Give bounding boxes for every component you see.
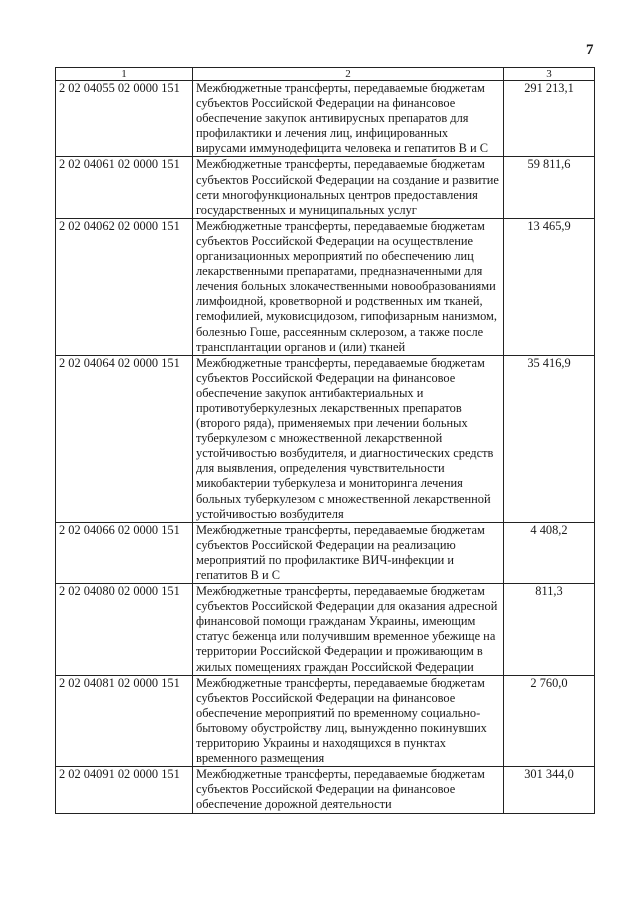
transfer-amount: 59 811,6: [504, 157, 595, 218]
transfer-description: Межбюджетные трансферты, передаваемые бюджетам субъектов Российской Федерации на финансовое обеспечение мероприятий по временному социально-бытовому обустройству лиц, вынужденно покинувших территорию Украины и находящихся в пунктах временного размещения: [193, 675, 504, 767]
transfer-amount: 301 344,0: [504, 767, 595, 813]
transfer-amount: 4 408,2: [504, 522, 595, 583]
transfer-amount: 291 213,1: [504, 81, 595, 157]
table-row: [56, 522, 595, 583]
transfer-description: Межбюджетные трансферты, передаваемые бюджетам субъектов Российской Федерации для оказания адресной финансовой помощи гражданам Украины, имеющим статус беженца или получившим временное убежище на территории Российской Федерации и проживающим в жилых помещениях граждан Российской Федерации: [193, 584, 504, 676]
transfer-description: Межбюджетные трансферты, передаваемые бюджетам субъектов Российской Федерации на осуществление организационных мероприятий по обеспечению лиц лекарственными препаратами, предназначенными для лечения больных злокачественными новообразованиями лимфоидной, кроветворной и родственных им тканей, гемофилией, муковисцидозом, гипофизарным нанизмом, болезнью Гоше, рассеянным склерозом, а также после трансплантации органов и (или) тканей: [193, 218, 504, 355]
transfer-amount: 35 416,9: [504, 355, 595, 522]
table-row: [56, 767, 595, 813]
budget-code: 2 02 04061 02 0000 151: [56, 157, 193, 218]
budget-code: 2 02 04091 02 0000 151: [56, 767, 193, 813]
transfer-description: Межбюджетные трансферты, передаваемые бюджетам субъектов Российской Федерации на финансовое обеспечение закупок антивирусных препаратов для профилактики и лечения лиц, инфицированных вирусами иммунодефицита человека и гепатитов В и С: [193, 81, 504, 157]
column-header-code: 1: [56, 68, 193, 81]
table-row: [56, 157, 595, 218]
transfer-amount: 2 760,0: [504, 675, 595, 767]
budget-code: 2 02 04055 02 0000 151: [56, 81, 193, 157]
table-row: [56, 355, 595, 522]
transfer-description: Межбюджетные трансферты, передаваемые бюджетам субъектов Российской Федерации на создание и развитие сети многофункциональных центров предоставления государственных и муниципальных услуг: [193, 157, 504, 218]
column-header-amount: 3: [504, 68, 595, 81]
transfer-description: Межбюджетные трансферты, передаваемые бюджетам субъектов Российской Федерации на финансовое обеспечение дорожной деятельности: [193, 767, 504, 813]
transfer-description: Межбюджетные трансферты, передаваемые бюджетам субъектов Российской Федерации на реализацию мероприятий по профилактике ВИЧ-инфекции и гепатитов В и С: [193, 522, 504, 583]
table-header-row: [56, 68, 595, 81]
table-row: [56, 81, 595, 157]
transfer-amount: 13 465,9: [504, 218, 595, 355]
column-header-name: 2: [193, 68, 504, 81]
transfer-amount: 811,3: [504, 584, 595, 676]
transfer-description: Межбюджетные трансферты, передаваемые бюджетам субъектов Российской Федерации на финансовое обеспечение закупок антибактериальных и противотуберкулезных лекарственных препаратов (второго ряда), применяемых при лечении больных туберкулезом с множественной лекарственной устойчивостью возбудителя, и диагностических средств для выявления, определения чувствительности микобактерии туберкулеза и мониторинга лечения больных туберкулезом с множественной лекарственной устойчивостью возбудителя: [193, 355, 504, 522]
budget-table: [55, 67, 595, 814]
table-row: [56, 218, 595, 355]
table-row: [56, 675, 595, 767]
budget-code: 2 02 04080 02 0000 151: [56, 584, 193, 676]
budget-code: 2 02 04064 02 0000 151: [56, 355, 193, 522]
table-row: [56, 584, 595, 676]
budget-code: 2 02 04081 02 0000 151: [56, 675, 193, 767]
budget-code: 2 02 04062 02 0000 151: [56, 218, 193, 355]
budget-code: 2 02 04066 02 0000 151: [56, 522, 193, 583]
page-number: 7: [586, 42, 594, 58]
